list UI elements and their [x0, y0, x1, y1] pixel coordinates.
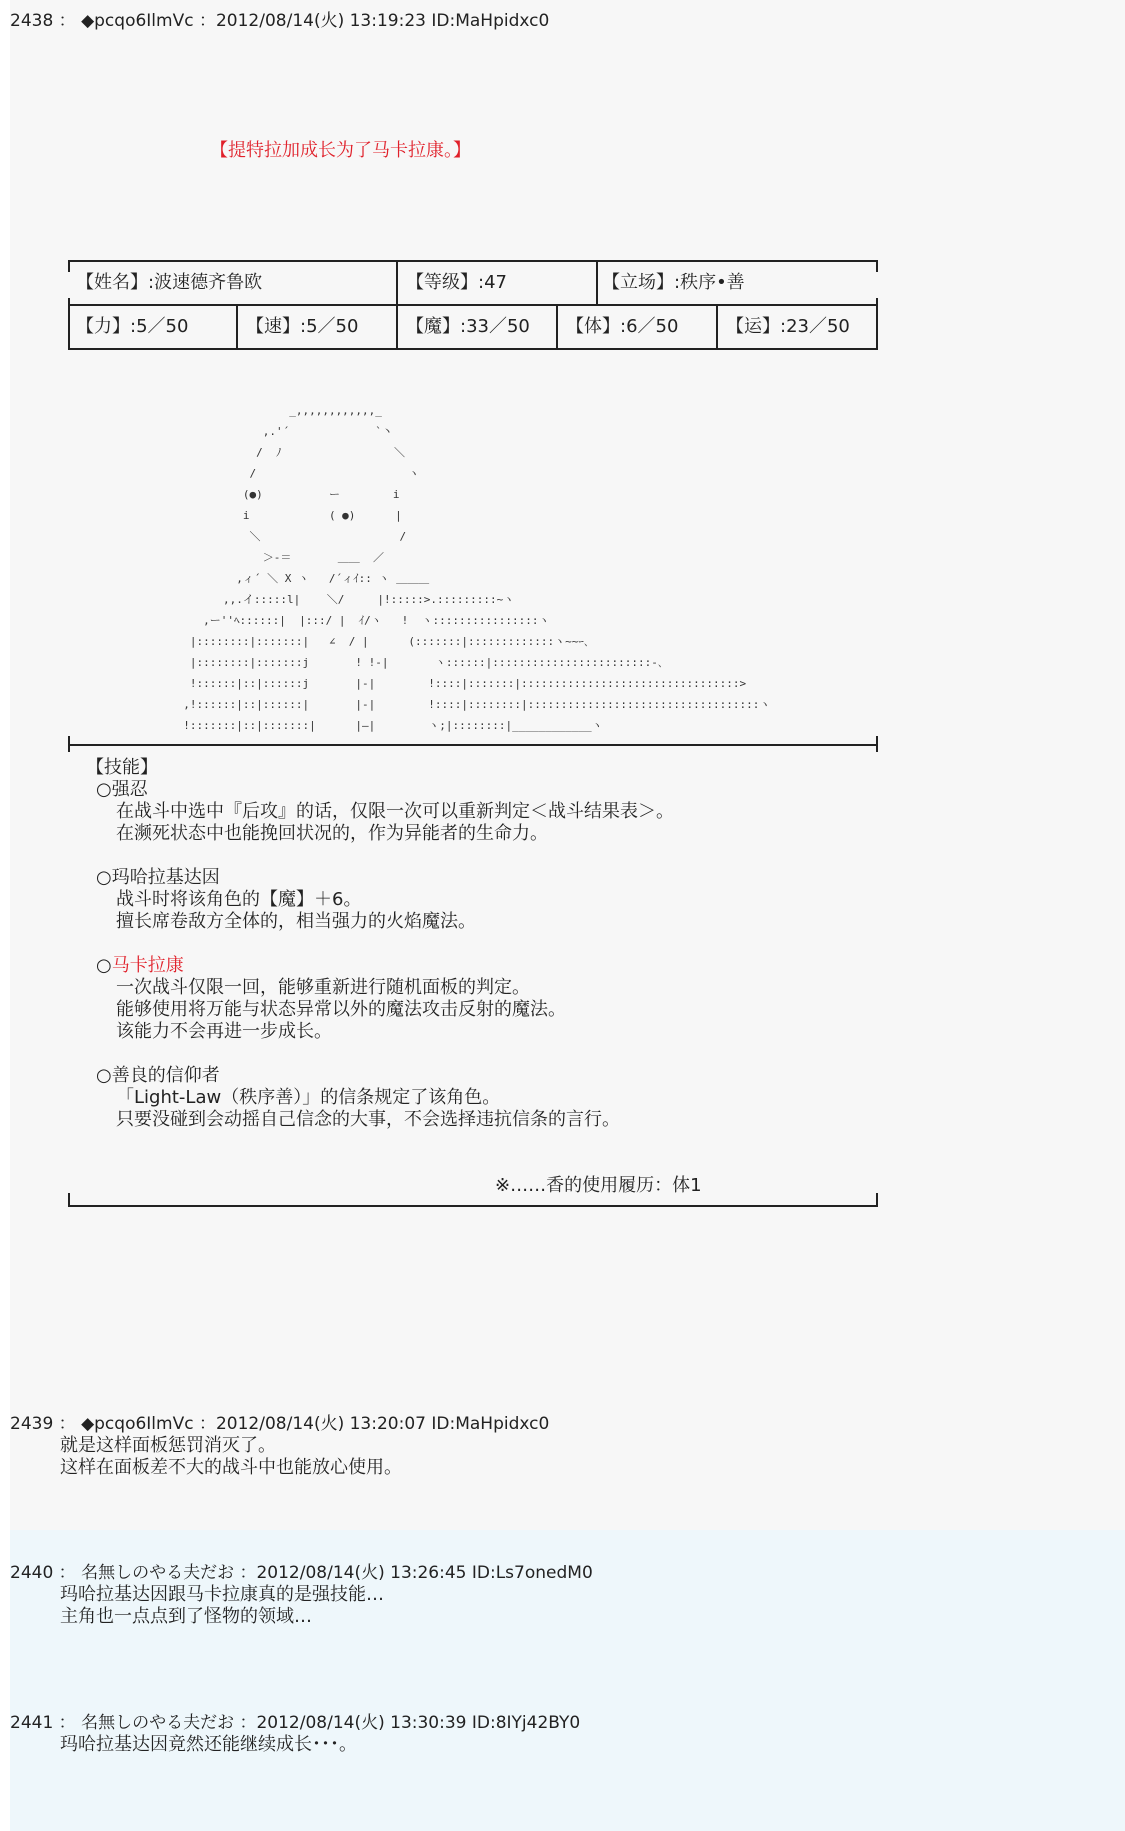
- post-header: 2440 ： 名無しのやる夫だお ：2012/08/14(火) 13:26:45 ID:Ls7onedM0: [10, 1563, 593, 1583]
- post-header: 2441 ： 名無しのやる夫だお ：2012/08/14(火) 13:30:39 ID:8IYj42BY0: [10, 1713, 581, 1733]
- skill-name: ○强忍: [96, 779, 148, 800]
- rule-tick: [68, 1193, 70, 1205]
- skill-name: [96, 955, 184, 977]
- skill-name-highlight: 马卡拉康: [111, 955, 184, 976]
- rule-tick: [68, 260, 70, 272]
- post-line: 就是这样面板惩罚消灭了。: [60, 1435, 276, 1456]
- post-line: 玛哈拉基达因跟马卡拉康真的是强技能…: [60, 1584, 384, 1605]
- post-header: 2439 ： ◆pcqo6IlmVc ：2012/08/14(火) 13:20:07 ID:MaHpidxc0: [10, 1414, 550, 1434]
- table-mid-rule: [68, 304, 878, 306]
- skills-title: 【技能】: [86, 757, 158, 778]
- cell-divider: [396, 260, 398, 304]
- cell-divider: [556, 304, 558, 348]
- skills-top-rule: [68, 744, 878, 746]
- cell-divider: [596, 260, 598, 304]
- name-cell: 【姓名】:波速德齐鲁欧: [76, 272, 263, 293]
- skill-bullet: ○: [96, 955, 112, 976]
- skill-desc: 一次战斗仅限一回，能够重新进行随机面板的判定。: [116, 977, 530, 998]
- skill-desc: 战斗时将该角色的【魔】＋6。: [116, 889, 362, 910]
- footer-note: ※……香的使用履历：体1: [495, 1175, 702, 1196]
- alignment-cell: 【立场】:秩序•善: [602, 272, 745, 293]
- skill-desc: 擅长席卷敌方全体的，相当强力的火焰魔法。: [116, 911, 476, 932]
- rule-tick: [876, 298, 878, 348]
- cell-divider: [236, 304, 238, 348]
- skill-desc: 「Light-Law（秩序善）」的信条规定了该角色。: [116, 1087, 501, 1108]
- skill-desc: 能够使用将万能与状态异常以外的魔法攻击反射的魔法。: [116, 999, 566, 1020]
- stat-spd: 【速】:5／50: [246, 316, 359, 337]
- rule-tick: [876, 1193, 878, 1205]
- post-line: 这样在面板差不大的战斗中也能放心使用。: [60, 1457, 402, 1478]
- rule-tick: [68, 736, 70, 752]
- skills-bottom-rule: [68, 1205, 878, 1207]
- cell-divider: [716, 304, 718, 348]
- cell-divider: [396, 304, 398, 348]
- rule-tick: [68, 298, 70, 348]
- table-top-rule: [68, 260, 878, 262]
- post-header: 2438 ： ◆pcqo6IlmVc ：2012/08/14(火) 13:19:23 ID:MaHpidxc0: [10, 11, 550, 31]
- skill-desc: 在濒死状态中也能挽回状况的，作为异能者的生命力。: [116, 823, 548, 844]
- skill-desc: 只要没碰到会动摇自己信念的大事，不会选择违抗信条的言行。: [116, 1109, 620, 1130]
- stat-str: 【力】:5／50: [76, 316, 189, 337]
- stat-mag: 【魔】:33／50: [406, 316, 530, 337]
- level-cell: 【等级】:47: [406, 272, 507, 293]
- skill-desc: 该能力不会再进一步成长。: [116, 1021, 332, 1042]
- rule-tick: [876, 260, 878, 272]
- rule-tick: [876, 736, 878, 752]
- post-line: 主角也一点点到了怪物的领域…: [60, 1606, 312, 1627]
- post-line: 玛哈拉基达因竟然还能继续成长･･･。: [60, 1734, 357, 1755]
- post-2438: [10, 0, 1125, 1530]
- reply-section: [10, 1530, 1125, 1831]
- skill-name: ○玛哈拉基达因: [96, 867, 220, 888]
- skill-name: ○善良的信仰者: [96, 1065, 220, 1086]
- table-bottom-rule: [68, 348, 878, 350]
- stat-luck: 【运】:23／50: [726, 316, 850, 337]
- ascii-art-character: _,,,,,,,,,,,,_ ,.'´ `丶 / ﾉ ＼ / ヽ (●) ー i i ( ●) | ＼ / ＞-＝ ＿＿ ／ ,ィ´ ＼ X ヽ /´ィｲ:: ヽ ＿＿＿ ,,.イ:::::l| ＼/ |!:::::>.:::::::::~ヽ ,ー''ﾍ::::::| |:::/ | ｲ/ヽ ! ヽ::::::::::::::::ヽ |::::::::|:::::::| ∠ / | (:::::::|:::::::::::::ヽ~~ｰ､ |::::::::|:::::::j ! !-| ヽ::::::|::::::::::::::::::::::::-､ !::::::|::|::::::j |-| !::::|:::::::|:::::::::::::::::::::::::::::::::> ,!::::::|::|::::::| |-| !::::|::::::::|:::::::::::::::::::::::::::::::::::ヽ !:::::::|::|:::::::| |―| ヽ;|::::::::|____________ヽ: [183, 404, 771, 732]
- skill-desc: 在战斗中选中『后攻』的话，仅限一次可以重新判定＜战斗结果表＞。: [116, 801, 674, 822]
- caption: 【提特拉加成长为了马卡拉康。】: [210, 140, 471, 161]
- stat-vit: 【体】:6／50: [566, 316, 679, 337]
